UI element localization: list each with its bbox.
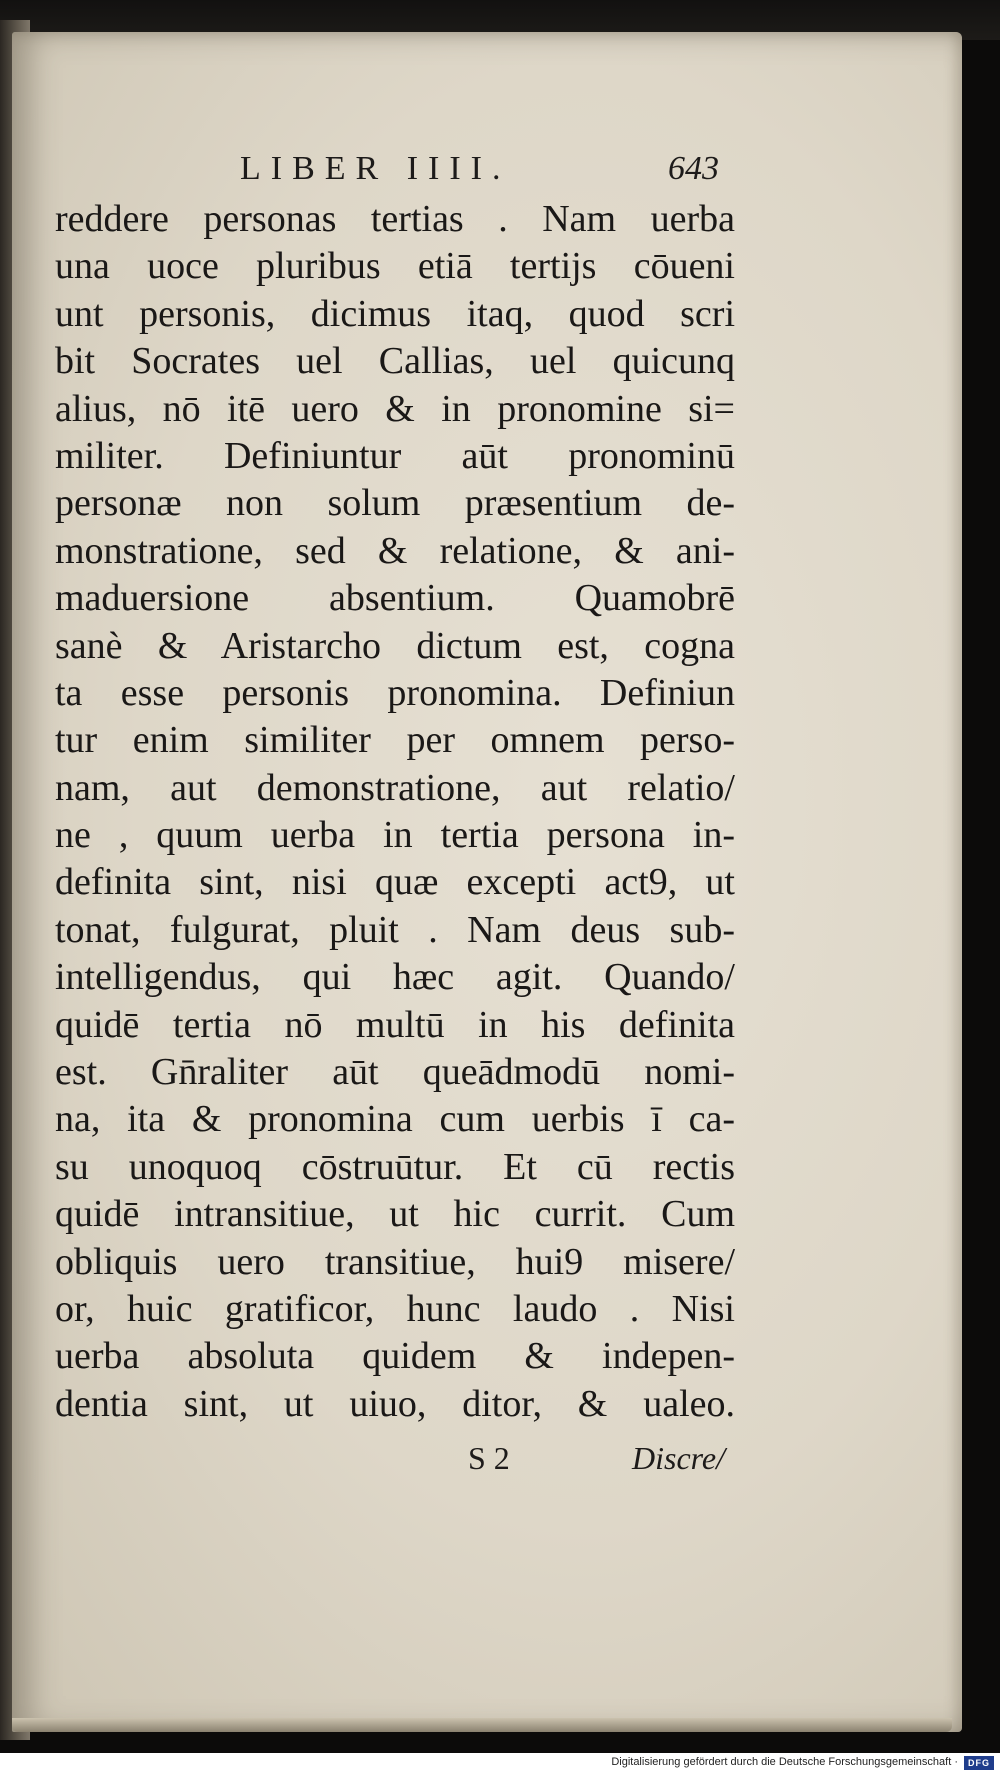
text-line: obliquis uero transitiue, hui9 misere/ [55, 1240, 735, 1283]
signature-mark: S 2 [468, 1440, 510, 1476]
text-line: reddere personas tertias . Nam uerba [55, 198, 735, 240]
text-line: ta esse personis pronomina. Definiun [55, 671, 735, 714]
text-line: quidē intransitiue, ut hic currit. Cum [55, 1193, 735, 1236]
text-line: militer. Definiuntur aūt pronominū [55, 434, 735, 477]
digitization-credit: Digitalisierung gefördert durch die Deutsche Forschungsgemeinschaft · [611, 1756, 958, 1768]
text-line: est. Gn̄raliter aūt queādmodū nomi- [55, 1051, 735, 1094]
text-line: tur enim similiter per omnem perso- [55, 719, 735, 762]
text-line: quidē tertia nō multū in his definita [55, 1003, 735, 1046]
catchword: Discre/ [632, 1440, 726, 1476]
text-line: definita sint, nisi quæ excepti act9, ut [55, 861, 735, 904]
text-line: uerba absoluta quidem & indepen- [55, 1335, 735, 1378]
text-line: maduersione absentium. Quamobrē [55, 577, 735, 620]
text-line: su unoquoq cōstruūtur. Et cū rectis [55, 1145, 735, 1188]
text-line: monstratione, sed & relatione, & ani- [55, 529, 735, 572]
text-line: sanè & Aristarcho dictum est, cogna [55, 624, 735, 667]
dfg-logo: DFG [964, 1756, 994, 1770]
text-line: alius, nō itē uero & in pronomine si= [55, 387, 735, 430]
running-head: LIBER IIII. [240, 150, 511, 187]
text-line: nam, aut demonstratione, aut relatio/ [55, 766, 735, 809]
text-line: intelligendus, qui hæc agit. Quando/ [55, 956, 735, 999]
text-line: personæ non solum præsentium de- [55, 482, 735, 525]
text-line: or, huic gratificor, hunc laudo . Nisi [55, 1287, 735, 1330]
folio-number: 643 [668, 150, 719, 187]
text-line: bit Socrates uel Callias, uel quicunq [55, 340, 735, 383]
body-text [55, 196, 735, 1428]
text-line: una uoce pluribus etiā tertijs cōueni [55, 245, 735, 288]
text-line: tonat, fulgurat, pluit . Nam deus sub- [55, 908, 735, 951]
text-line: dentia sint, ut uiuo, ditor, & ualeo. [55, 1382, 735, 1425]
text-line: ne , quum uerba in tertia persona in- [55, 814, 735, 857]
page-bottom-edge [12, 1718, 952, 1732]
text-line: unt personis, dicimus itaq, quod scri [55, 292, 735, 335]
text-line: na, ita & pronomina cum uerbis ī ca- [55, 1098, 735, 1141]
